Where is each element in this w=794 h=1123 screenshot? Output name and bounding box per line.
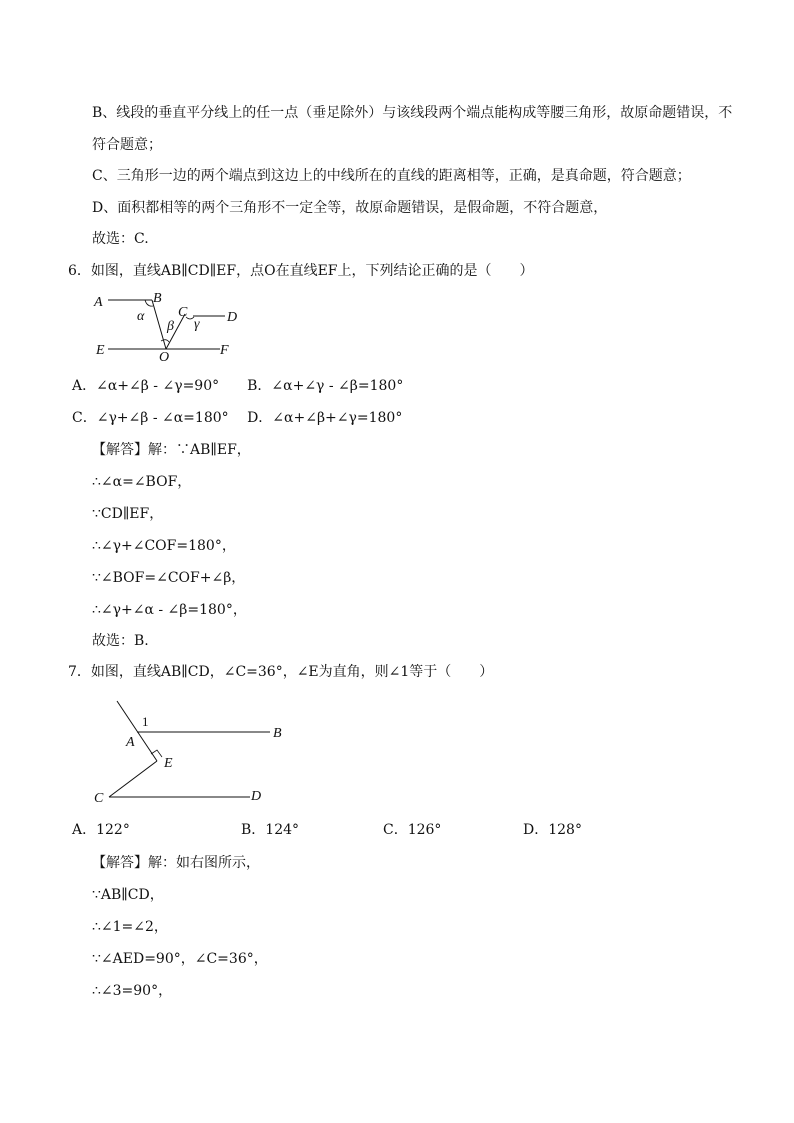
- option-b-explanation-line1: B、线段的垂直平分线上的任一点（垂足除外）与该线段两个端点能构成等腰三角形，故原命题错误，不: [92, 105, 733, 121]
- fig6-label-b: B: [153, 291, 162, 306]
- option-d-explanation: D、面积都相等的两个三角形不一定全等，故原命题错误，是假命题，不符合题意，: [92, 200, 608, 216]
- q7-solution-step4: ∵∠AED=90°，∠C=36°，: [92, 951, 268, 967]
- fig6-label-beta: β: [167, 319, 174, 334]
- fig6-label-o: O: [159, 350, 170, 365]
- fig7-label-e: E: [164, 756, 173, 771]
- fig6-label-f: F: [220, 343, 229, 358]
- q6-solution-step5: ∵∠BOF=∠COF+∠β，: [92, 570, 246, 586]
- q6-solution-step6: ∴∠γ+∠α - ∠β=180°，: [92, 602, 247, 618]
- fig7-label-b: B: [273, 726, 282, 741]
- fig6-label-c: C: [178, 305, 188, 320]
- q6-solution-step3: ∵CD∥EF，: [92, 506, 164, 522]
- question-6-stem: 6．如图，直线AB∥CD∥EF，点O在直线EF上，下列结论正确的是（ ）: [68, 263, 534, 279]
- fig7-label-1: 1: [142, 714, 149, 729]
- fig6-label-gamma: γ: [194, 317, 200, 332]
- q7-option-b: B．124°: [241, 822, 300, 838]
- q7-solution-step2: ∵AB∥CD，: [92, 887, 164, 903]
- answer-choice-q5: 故选：C.: [92, 231, 149, 247]
- q7-solution-step5: ∴∠3=90°，: [92, 983, 173, 999]
- fig7-label-a: A: [126, 735, 135, 750]
- q7-option-a: A．122°: [72, 822, 130, 838]
- question-7-stem: 7．如图，直线AB∥CD，∠C=36°，∠E为直角，则∠1等于（ ）: [68, 664, 494, 680]
- question-6-figure: [90, 289, 250, 369]
- fig7-label-c: C: [94, 791, 104, 806]
- q7-option-d: D．128°: [523, 822, 582, 838]
- question-7-figure: [90, 697, 300, 809]
- q7-solution-step3: ∴∠1=∠2，: [92, 919, 168, 935]
- option-c-explanation: C、三角形一边的两个端点到这边上的中线所在的直线的距离相等，正确，是真命题，符合题意；: [92, 168, 691, 184]
- option-b-explanation-line2: 符合题意；: [92, 137, 162, 153]
- q7-solution-step1: 【解答】解：如右图所示，: [92, 855, 260, 871]
- q6-answer-choice: 故选：B.: [92, 633, 149, 649]
- fig6-label-alpha: α: [137, 309, 145, 324]
- q7-option-c: C．126°: [383, 822, 442, 838]
- q6-solution-step4: ∴∠γ+∠COF=180°，: [92, 538, 236, 554]
- fig6-label-e: E: [96, 343, 105, 358]
- fig6-label-a: A: [94, 295, 103, 310]
- q6-solution-step1: 【解答】解：∵AB∥EF，: [92, 442, 251, 458]
- fig7-label-d: D: [251, 789, 262, 804]
- q6-solution-step2: ∴∠α=∠BOF，: [92, 474, 192, 490]
- question-6-options-row1: A．∠α+∠β - ∠γ=90° B．∠α+∠γ - ∠β=180°: [72, 378, 404, 394]
- fig6-label-d: D: [227, 310, 238, 325]
- question-6-options-row2: C．∠γ+∠β - ∠α=180° D．∠α+∠β+∠γ=180°: [72, 410, 403, 426]
